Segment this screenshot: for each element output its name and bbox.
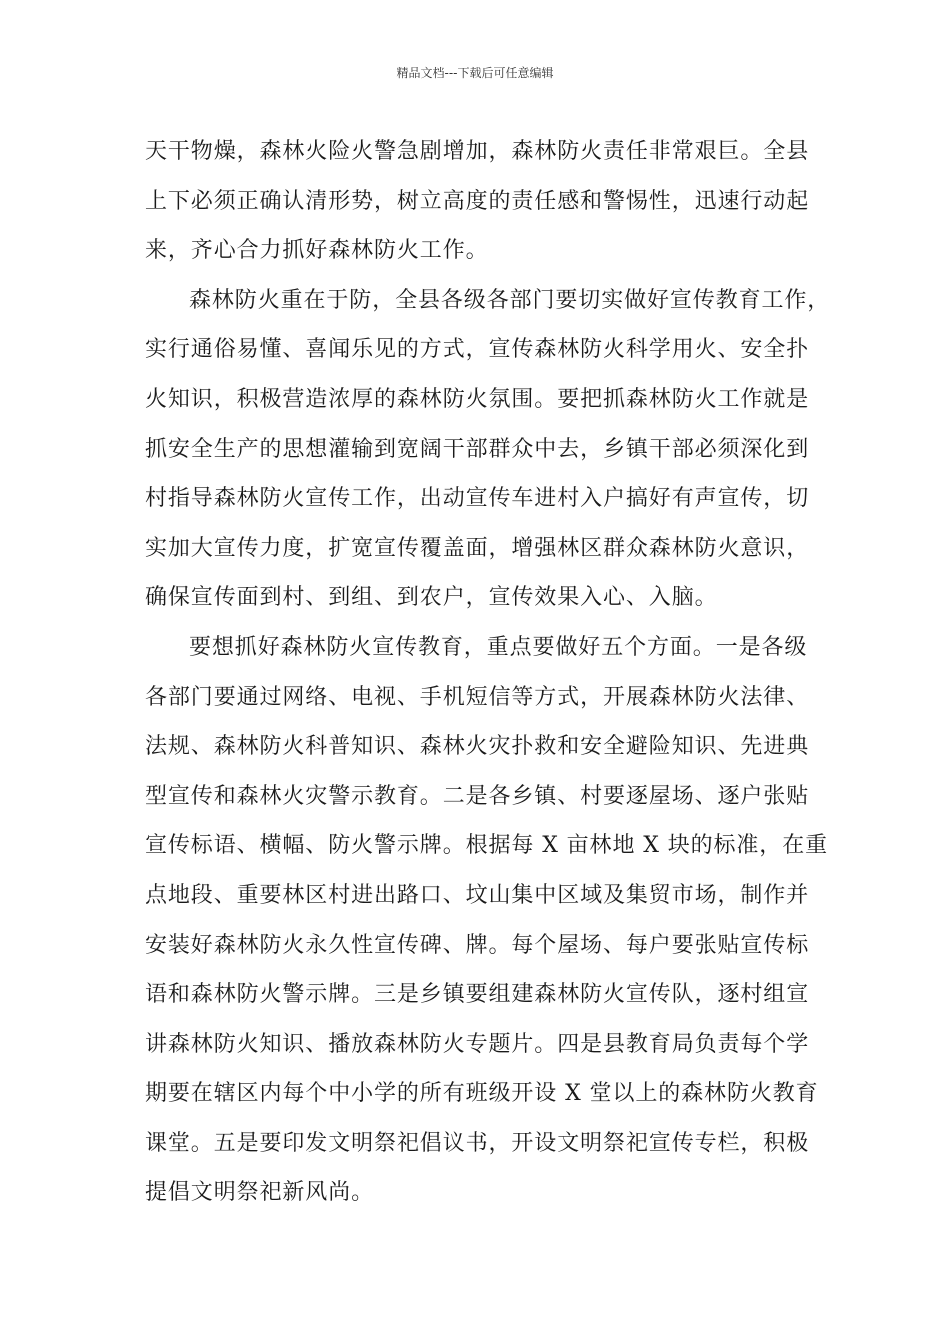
page-header: 精品文档---下载后可任意编辑 bbox=[396, 66, 554, 80]
paragraph-line: 语和森林防火警示牌。三是乡镇要组建森林防火宣传队，逐村组宣 bbox=[145, 982, 810, 1008]
paragraph-line: 宣传标语、横幅、防火警示牌。根据每 X 亩林地 X 块的标准，在重 bbox=[145, 833, 828, 859]
paragraph-first-line: 要想抓好森林防火宣传教育，重点要做好五个方面。一是各级 bbox=[189, 634, 808, 660]
paragraph-line: 安装好森林防火永久性宣传碑、牌。每个屋场、每户要张贴宣传标 bbox=[145, 932, 810, 958]
document-body bbox=[145, 127, 831, 1218]
paragraph-line: 实行通俗易懂、喜闻乐见的方式，宣传森林防火科学用火、安全扑 bbox=[145, 337, 810, 363]
paragraph-line: 讲森林防火知识、播放森林防火专题片。四是县教育局负责每个学 bbox=[145, 1031, 810, 1057]
paragraph-line: 村指导森林防火宣传工作，出动宣传车进村入户搞好有声宣传，切 bbox=[145, 486, 810, 512]
paragraph-line: 抓安全生产的思想灌输到宽阔干部群众中去，乡镇干部必须深化到 bbox=[145, 436, 810, 462]
paragraph-line: 火知识，积极营造浓厚的森林防火氛围。要把抓森林防火工作就是 bbox=[145, 386, 810, 412]
paragraph-line: 提倡文明祭祀新风尚。 bbox=[145, 1180, 375, 1206]
paragraph-line: 型宣传和森林火灾警示教育。二是各乡镇、村要逐屋场、逐户张贴 bbox=[145, 783, 810, 809]
paragraph-line: 天干物燥，森林火险火警急剧增加，森林防火责任非常艰巨。全县 bbox=[145, 139, 810, 164]
paragraph-line: 各部门要通过网络、电视、手机短信等方式，开展森林防火法律、 bbox=[145, 684, 810, 710]
paragraph-line: 上下必须正确认清形势，树立高度的责任感和警惕性，迅速行动起 bbox=[145, 188, 810, 214]
paragraph-line: 课堂。五是要印发文明祭祀倡议书，开设文明祭祀宣传专栏，积极 bbox=[145, 1130, 810, 1156]
paragraph-line: 确保宣传面到村、到组、到农户，宣传效果入心、入脑。 bbox=[145, 585, 718, 611]
paragraph-line: 实加大宣传力度，扩宽宣传覆盖面，增强林区群众森林防火意识， bbox=[145, 535, 810, 561]
paragraph-line: 法规、森林防火科普知识、森林火灾扑救和安全避险知识、先进典 bbox=[145, 734, 810, 760]
paragraph-first-line: 森林防火重在于防，全县各级各部门要切实做好宣传教育工作， bbox=[189, 287, 831, 313]
paragraph-line: 来，齐心合力抓好森林防火工作。 bbox=[145, 238, 489, 264]
paragraph-line: 点地段、重要林区村进出路口、坟山集中区域及集贸市场，制作并 bbox=[145, 882, 810, 908]
paragraph-line: 期要在辖区内每个中小学的所有班级开设 X 堂以上的森林防火教育 bbox=[145, 1081, 819, 1107]
